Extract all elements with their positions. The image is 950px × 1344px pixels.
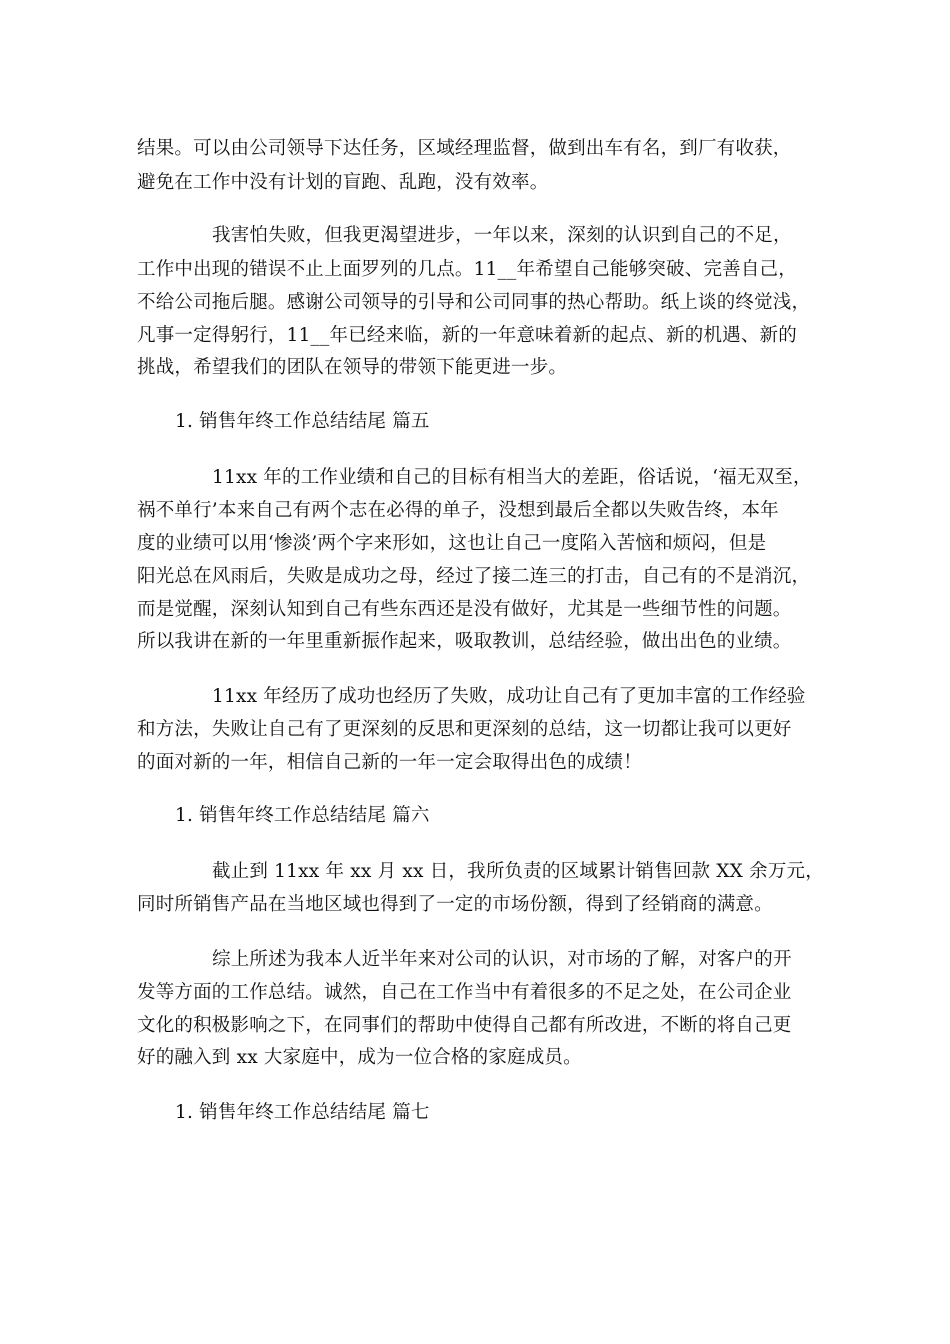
section-heading: 1. 销售年终工作总结结尾 篇五 xyxy=(175,411,430,432)
text-line: 凡事一定得躬行，11__年已经来临，新的一年意味着新的起点、新的机遇、新的 xyxy=(137,325,797,346)
text-line: 11xx 年的工作业绩和自己的目标有相当大的差距，俗话说，‘福无双至， xyxy=(212,467,812,488)
text-line: 所以我讲在新的一年里重新振作起来，吸取教训，总结经验，做出出色的业绩。 xyxy=(137,631,792,652)
text-line: 11xx 年经历了成功也经历了失败，成功让自己有了更加丰富的工作经验 xyxy=(212,686,806,707)
text-line: 和方法，失败让自己有了更深刻的反思和更深刻的总结，这一切都让我可以更好 xyxy=(137,719,792,740)
text-line: 同时所销售产品在当地区域也得到了一定的市场份额，得到了经销商的满意。 xyxy=(137,894,773,915)
text-line: 文化的积极影响之下，在同事们的帮助中使得自己都有所改进，不断的将自己更 xyxy=(137,1015,792,1036)
text-line: 阳光总在风雨后，失败是成功之母，经过了接二连三的打击，自己有的不是消沉， xyxy=(137,566,811,587)
text-line: 我害怕失败，但我更渴望进步，一年以来，深刻的认识到自己的不足， xyxy=(212,225,792,246)
text-line: 结果。可以由公司领导下达任务，区域经理监督，做到出车有名，到厂有收获， xyxy=(137,138,792,159)
section-heading: 1. 销售年终工作总结结尾 篇七 xyxy=(175,1102,430,1123)
text-line: 综上所述为我本人近半年来对公司的认识，对市场的了解，对客户的开 xyxy=(212,949,792,970)
text-line: 挑战，希望我们的团队在领导的带领下能更进一步。 xyxy=(137,357,568,378)
text-line: 不给公司拖后腿。感谢公司领导的引导和公司同事的热心帮助。纸上谈的终觉浅， xyxy=(137,292,811,313)
text-line: 度的业绩可以用‘惨淡’两个字来形如，这也让自己一度陷入苦恼和烦闷，但是 xyxy=(137,533,767,554)
text-line: 的面对新的一年，相信自己新的一年一定会取得出色的成绩！ xyxy=(137,752,642,773)
text-line: 祸不单行’本来自己有两个志在必得的单子，没想到最后全都以失败告终，本年 xyxy=(137,500,779,521)
text-line: 发等方面的工作总结。诚然，自己在工作当中有着很多的不足之处，在公司企业 xyxy=(137,982,792,1003)
text-line: 工作中出现的错误不止上面罗列的几点。11__年希望自己能够突破、完善自己， xyxy=(137,259,797,280)
text-line: 而是觉醒，深刻认知到自己有些东西还是没有做好，尤其是一些细节性的问题。 xyxy=(137,599,792,620)
section-heading: 1. 销售年终工作总结结尾 篇六 xyxy=(175,805,430,826)
text-line: 好的融入到 xx 大家庭中，成为一位合格的家庭成员。 xyxy=(137,1047,582,1068)
text-line: 避免在工作中没有计划的盲跑、乱跑，没有效率。 xyxy=(137,172,549,193)
text-line: 截止到 11xx 年 xx 月 xx 日，我所负责的区域累计销售回款 XX 余万元， xyxy=(212,861,824,882)
